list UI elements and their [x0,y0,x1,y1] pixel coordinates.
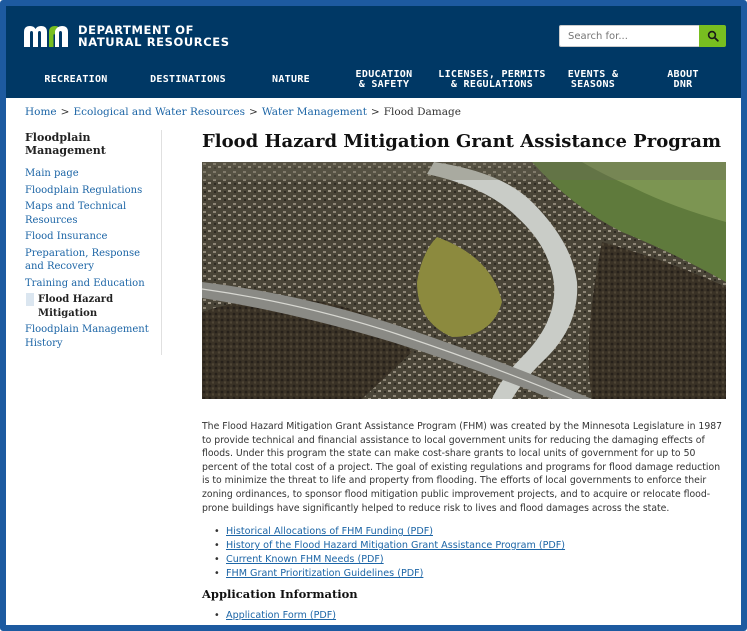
sidebar-item-floodplain-regulations[interactable]: Floodplain Regulations [25,184,143,196]
logo-wordmark [78,24,230,48]
nav-nature[interactable] [258,62,324,98]
nav-label-line-2: & SAFETY [358,79,410,90]
nav-label: LICENSES, PERMITS [438,69,546,80]
main-nav [6,62,741,98]
nav-label: EVENTS & [567,69,619,80]
breadcrumb-separator: > [60,106,70,118]
link-historical-allocations[interactable]: Historical Allocations of FHM Funding (PDF) [226,526,433,537]
nav-about-dnr[interactable] [652,62,714,98]
search-form [559,25,726,47]
sidebar-item-training-education[interactable]: Training and Education [25,277,145,289]
sidebar-item-preparation-response[interactable]: Preparation, Response and Recovery [25,247,141,272]
breadcrumb-home[interactable]: Home [25,106,57,118]
breadcrumb [25,106,461,118]
sidebar-nav [25,130,162,355]
logo-line-2: NATURAL RESOURCES [78,35,230,49]
nav-label: RECREATION [44,74,108,85]
logo-line-1: DEPARTMENT OF [78,23,195,37]
hero-aerial-photo [202,162,726,399]
resource-links-list [214,525,565,581]
breadcrumb-current: Flood Damage [383,106,461,118]
list-item [214,525,565,539]
breadcrumb-separator: > [249,106,258,118]
list-item [214,539,565,553]
link-current-fhm-needs[interactable]: Current Known FHM Needs (PDF) [226,554,384,565]
nav-events-seasons[interactable] [558,62,628,98]
search-icon [707,30,719,42]
sidebar-item-flood-insurance[interactable]: Flood Insurance [25,231,108,242]
nav-recreation[interactable] [34,62,118,98]
list-item [214,567,565,581]
nav-label: NATURE [272,74,310,85]
search-button[interactable] [699,25,726,47]
sidebar-item-floodplain-history[interactable]: Floodplain Management History [25,324,149,349]
nav-licenses-permits[interactable] [434,62,550,98]
sidebar-title: Floodplain Management [25,131,106,157]
site-header [6,6,741,98]
nav-label-line-2: DNR [673,79,693,90]
list-item [214,609,336,623]
aerial-photo-image [202,162,726,399]
link-application-form[interactable]: Application Form (PDF) [226,610,337,621]
list-item [214,553,565,567]
nav-label: EDUCATION [355,69,413,80]
application-information-heading: Application Information [202,587,358,601]
breadcrumb-water-management[interactable]: Water Management [261,106,367,118]
page-title: Flood Hazard Mitigation Grant Assistance Program [202,131,721,152]
link-history-fhm-program[interactable]: History of the Flood Hazard Mitigation Grant Assistance Program (PDF) [226,540,566,551]
link-prioritization-guidelines[interactable]: FHM Grant Prioritization Guidelines (PDF) [226,568,424,579]
nav-label-line-2: SEASONS [570,79,616,90]
sidebar-item-flood-hazard-mitigation[interactable]: Flood Hazard Mitigation [25,293,161,320]
breadcrumb-ecological-water[interactable]: Ecological and Water Resources [73,106,246,118]
dnr-logo[interactable] [24,24,230,48]
application-links-list [214,609,336,623]
sidebar-item-maps-technical[interactable]: Maps and Technical Resources [25,201,127,226]
breadcrumb-separator: > [370,106,380,118]
nav-education-safety[interactable] [344,62,424,98]
sidebar-item-main-page[interactable]: Main page [25,168,79,179]
intro-paragraph: The Flood Hazard Mitigation Grant Assistance Program (FHM) was created by the Minnesota Legislature in 1987 to provide technical and financial assistance to local government units for reducing the damaging effects of floods. Under this program the state can make cost-share grants to local units of government for up to 50 percent of the total cost of a project. The goal of existing regulations and programs for flood damage reduction is to minimize the threat to life and property from flooding. The efforts of local governments to enforce their zoning ordinances, to sponsor flood mitigation public improvement projects, and to acquire or relocate flood-prone buildings have significantly helped to reduce risk to lives and flood damages across the state. [202,421,723,514]
mn-logo-icon [24,25,72,47]
search-input[interactable] [559,25,699,47]
nav-destinations[interactable] [138,62,238,98]
nav-label: DESTINATIONS [150,74,226,85]
nav-label: ABOUT [667,69,699,80]
nav-label-line-2: & REGULATIONS [450,79,534,90]
